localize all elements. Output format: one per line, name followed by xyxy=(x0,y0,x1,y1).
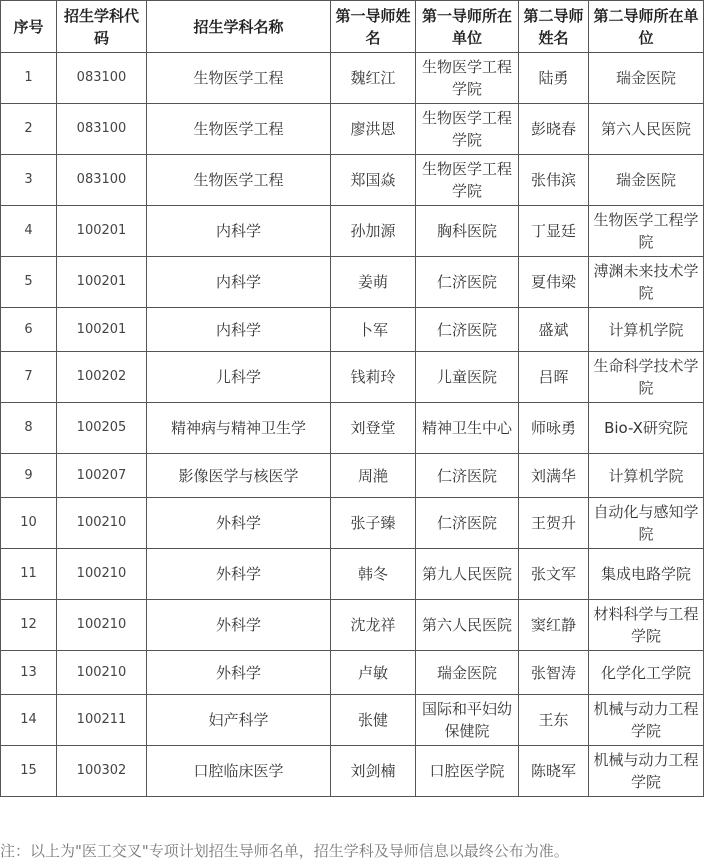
cell-second-supervisor-name: 王贺升 xyxy=(519,498,589,549)
cell-first-supervisor-name: 姜萌 xyxy=(331,257,416,308)
cell-second-supervisor-name: 夏伟梁 xyxy=(519,257,589,308)
header-subject-code: 招生学科代码 xyxy=(57,1,147,53)
cell-seq: 12 xyxy=(1,600,57,651)
cell-subject-name: 影像医学与核医学 xyxy=(147,454,331,498)
cell-first-supervisor-unit: 仁济医院 xyxy=(416,454,519,498)
cell-subject-code: 100201 xyxy=(57,206,147,257)
footer-note-text: 注：以上为"医工交叉"专项计划招生导师名单，招生学科及导师信息以最终公布为准。 xyxy=(0,842,569,860)
cell-second-supervisor-name: 刘满华 xyxy=(519,454,589,498)
cell-second-supervisor-unit: 计算机学院 xyxy=(589,308,704,352)
cell-subject-code: 100302 xyxy=(57,746,147,797)
cell-first-supervisor-unit: 第六人民医院 xyxy=(416,600,519,651)
cell-seq: 10 xyxy=(1,498,57,549)
table-row xyxy=(1,352,704,403)
cell-second-supervisor-name: 丁显廷 xyxy=(519,206,589,257)
cell-subject-name: 生物医学工程 xyxy=(147,104,331,155)
cell-second-supervisor-name: 陆勇 xyxy=(519,53,589,104)
cell-subject-code: 100210 xyxy=(57,600,147,651)
cell-first-supervisor-name: 孙加源 xyxy=(331,206,416,257)
cell-first-supervisor-name: 刘登堂 xyxy=(331,403,416,454)
cell-subject-name: 儿科学 xyxy=(147,352,331,403)
cell-first-supervisor-unit: 胸科医院 xyxy=(416,206,519,257)
cell-seq: 13 xyxy=(1,651,57,695)
table-row xyxy=(1,498,704,549)
cell-first-supervisor-name: 韩冬 xyxy=(331,549,416,600)
table-header-row xyxy=(1,1,704,53)
cell-first-supervisor-name: 张健 xyxy=(331,695,416,746)
table-body xyxy=(1,53,704,797)
cell-seq: 5 xyxy=(1,257,57,308)
table-row xyxy=(1,600,704,651)
table-row xyxy=(1,155,704,206)
cell-first-supervisor-name: 沈龙祥 xyxy=(331,600,416,651)
cell-second-supervisor-unit: 自动化与感知学院 xyxy=(589,498,704,549)
header-seq: 序号 xyxy=(1,1,57,53)
table-row xyxy=(1,403,704,454)
cell-first-supervisor-name: 廖洪恩 xyxy=(331,104,416,155)
cell-second-supervisor-unit: 机械与动力工程学院 xyxy=(589,746,704,797)
cell-subject-name: 生物医学工程 xyxy=(147,155,331,206)
cell-subject-name: 内科学 xyxy=(147,257,331,308)
cell-first-supervisor-unit: 仁济医院 xyxy=(416,498,519,549)
cell-subject-name: 外科学 xyxy=(147,498,331,549)
cell-first-supervisor-name: 周滟 xyxy=(331,454,416,498)
cell-subject-name: 生物医学工程 xyxy=(147,53,331,104)
cell-second-supervisor-name: 张智涛 xyxy=(519,651,589,695)
cell-subject-name: 外科学 xyxy=(147,600,331,651)
cell-second-supervisor-unit: 第六人民医院 xyxy=(589,104,704,155)
cell-second-supervisor-name: 盛斌 xyxy=(519,308,589,352)
cell-first-supervisor-unit: 儿童医院 xyxy=(416,352,519,403)
cell-second-supervisor-unit: 机械与动力工程学院 xyxy=(589,695,704,746)
cell-seq: 1 xyxy=(1,53,57,104)
cell-second-supervisor-unit: 化学化工学院 xyxy=(589,651,704,695)
cell-first-supervisor-unit: 仁济医院 xyxy=(416,308,519,352)
header-subject-name: 招生学科名称 xyxy=(147,1,331,53)
cell-first-supervisor-unit: 生物医学工程学院 xyxy=(416,104,519,155)
cell-seq: 3 xyxy=(1,155,57,206)
cell-seq: 11 xyxy=(1,549,57,600)
cell-subject-code: 100201 xyxy=(57,257,147,308)
cell-subject-code: 100207 xyxy=(57,454,147,498)
cell-second-supervisor-unit: 计算机学院 xyxy=(589,454,704,498)
table-row xyxy=(1,695,704,746)
cell-subject-name: 外科学 xyxy=(147,651,331,695)
cell-first-supervisor-name: 张子臻 xyxy=(331,498,416,549)
cell-seq: 8 xyxy=(1,403,57,454)
cell-first-supervisor-name: 钱莉玲 xyxy=(331,352,416,403)
cell-second-supervisor-unit: 溥渊未来技术学院 xyxy=(589,257,704,308)
cell-first-supervisor-unit: 瑞金医院 xyxy=(416,651,519,695)
cell-first-supervisor-unit: 口腔医学院 xyxy=(416,746,519,797)
cell-first-supervisor-unit: 生物医学工程学院 xyxy=(416,53,519,104)
cell-subject-code: 100210 xyxy=(57,651,147,695)
cell-first-supervisor-unit: 国际和平妇幼保健院 xyxy=(416,695,519,746)
cell-second-supervisor-unit: 瑞金医院 xyxy=(589,155,704,206)
table-row xyxy=(1,746,704,797)
cell-first-supervisor-unit: 精神卫生中心 xyxy=(416,403,519,454)
cell-subject-name: 内科学 xyxy=(147,308,331,352)
cell-subject-name: 精神病与精神卫生学 xyxy=(147,403,331,454)
cell-seq: 14 xyxy=(1,695,57,746)
cell-second-supervisor-unit: Bio-X研究院 xyxy=(589,403,704,454)
cell-second-supervisor-name: 师咏勇 xyxy=(519,403,589,454)
cell-subject-code: 100202 xyxy=(57,352,147,403)
cell-seq: 6 xyxy=(1,308,57,352)
cell-subject-name: 内科学 xyxy=(147,206,331,257)
cell-subject-code: 100201 xyxy=(57,308,147,352)
cell-subject-code: 083100 xyxy=(57,104,147,155)
header-second-supervisor-name: 第二导师姓名 xyxy=(519,1,589,53)
cell-second-supervisor-unit: 生命科学技术学院 xyxy=(589,352,704,403)
cell-second-supervisor-unit: 瑞金医院 xyxy=(589,53,704,104)
cell-subject-code: 100211 xyxy=(57,695,147,746)
cell-first-supervisor-name: 魏红江 xyxy=(331,53,416,104)
table-row xyxy=(1,53,704,104)
cell-second-supervisor-name: 窦红静 xyxy=(519,600,589,651)
cell-first-supervisor-unit: 仁济医院 xyxy=(416,257,519,308)
cell-first-supervisor-name: 卢敏 xyxy=(331,651,416,695)
cell-second-supervisor-name: 彭晓春 xyxy=(519,104,589,155)
cell-subject-name: 外科学 xyxy=(147,549,331,600)
cell-subject-code: 083100 xyxy=(57,53,147,104)
cell-first-supervisor-unit: 生物医学工程学院 xyxy=(416,155,519,206)
header-second-supervisor-unit: 第二导师所在单位 xyxy=(589,1,704,53)
cell-second-supervisor-name: 吕晖 xyxy=(519,352,589,403)
table-row xyxy=(1,454,704,498)
cell-seq: 7 xyxy=(1,352,57,403)
cell-subject-code: 100210 xyxy=(57,498,147,549)
cell-second-supervisor-unit: 集成电路学院 xyxy=(589,549,704,600)
cell-second-supervisor-name: 王东 xyxy=(519,695,589,746)
cell-first-supervisor-name: 卜军 xyxy=(331,308,416,352)
table-row xyxy=(1,257,704,308)
cell-subject-name: 口腔临床医学 xyxy=(147,746,331,797)
cell-subject-code: 100210 xyxy=(57,549,147,600)
cell-seq: 2 xyxy=(1,104,57,155)
table-row xyxy=(1,308,704,352)
table-row xyxy=(1,206,704,257)
cell-second-supervisor-unit: 材料科学与工程学院 xyxy=(589,600,704,651)
cell-seq: 9 xyxy=(1,454,57,498)
cell-seq: 4 xyxy=(1,206,57,257)
header-first-supervisor-name: 第一导师姓名 xyxy=(331,1,416,53)
cell-first-supervisor-name: 刘剑楠 xyxy=(331,746,416,797)
footer-note xyxy=(0,836,705,860)
cell-second-supervisor-name: 张伟滨 xyxy=(519,155,589,206)
cell-first-supervisor-name: 郑国焱 xyxy=(331,155,416,206)
table-row xyxy=(1,549,704,600)
table-row xyxy=(1,651,704,695)
cell-subject-name: 妇产科学 xyxy=(147,695,331,746)
cell-subject-code: 083100 xyxy=(57,155,147,206)
cell-first-supervisor-unit: 第九人民医院 xyxy=(416,549,519,600)
header-first-supervisor-unit: 第一导师所在单位 xyxy=(416,1,519,53)
cell-second-supervisor-name: 张文军 xyxy=(519,549,589,600)
table-row xyxy=(1,104,704,155)
cell-second-supervisor-name: 陈晓军 xyxy=(519,746,589,797)
cell-second-supervisor-unit: 生物医学工程学院 xyxy=(589,206,704,257)
cell-seq: 15 xyxy=(1,746,57,797)
cell-subject-code: 100205 xyxy=(57,403,147,454)
